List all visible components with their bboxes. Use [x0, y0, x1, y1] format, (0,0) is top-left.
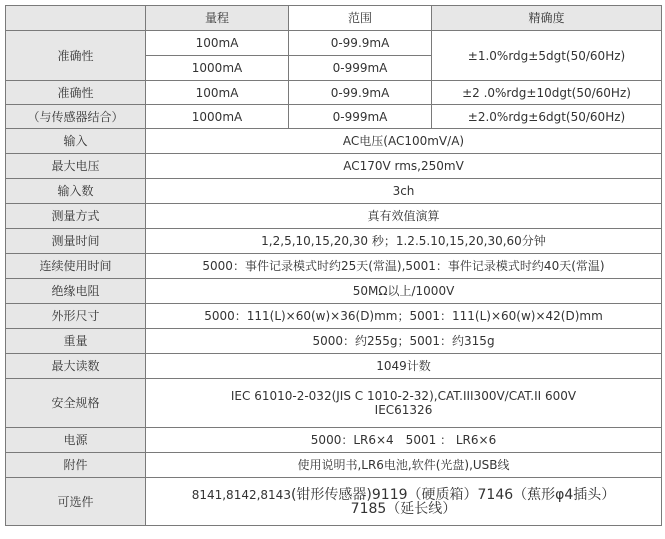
accuracy-row-1 — [6, 31, 662, 56]
accessories-value: 使用说明书,LR6电池,软件(光盘),USB线 — [146, 453, 662, 478]
spec-label-runtime: 连续使用时间 — [6, 254, 146, 279]
accessories-row — [6, 453, 662, 478]
power-label: 电源 — [6, 428, 146, 453]
sensor-row-1 — [6, 81, 662, 105]
sensor-label-line2: （与传感器结合） — [6, 105, 146, 129]
spec-row-insulation — [6, 279, 662, 304]
safety-value — [146, 379, 662, 428]
spec-label-max-voltage: 最大电压 — [6, 154, 146, 179]
spec-table — [5, 5, 662, 526]
safety-line-2: IEC61326 — [374, 403, 433, 417]
sensor-precision-2: ±2.0%rdg±6dgt(50/60Hz) — [432, 105, 662, 129]
spec-row-max-voltage — [6, 154, 662, 179]
spec-value-runtime: 5000：事件记录模式时约25天(常温),5001：事件记录模式时约40天(常温) — [146, 254, 662, 279]
accessories-label: 附件 — [6, 453, 146, 478]
accuracy-precision: ±1.0%rdg±5dgt(50/60Hz) — [432, 31, 662, 81]
options-line-2: 7185（延长线） — [350, 500, 457, 517]
options-label: 可选件 — [6, 478, 146, 526]
spec-label-method: 测量方式 — [6, 204, 146, 229]
safety-line-1: IEC 61010-2-032(JIS C 1010-2-32),CAT.III300V/CAT.II 600V — [230, 389, 577, 403]
spec-value-input-count: 3ch — [146, 179, 662, 204]
options-row — [6, 478, 662, 526]
safety-label: 安全规格 — [6, 379, 146, 428]
sensor-label-line1: 准确性 — [6, 81, 146, 105]
spec-value-max-voltage: AC170V rms,250mV — [146, 154, 662, 179]
spec-value-method: 真有效值演算 — [146, 204, 662, 229]
sensor-range-2: 1000mA — [146, 105, 289, 129]
sensor-row-2 — [6, 105, 662, 129]
spec-label-input: 输入 — [6, 129, 146, 154]
spec-label-weight: 重量 — [6, 329, 146, 354]
spec-row-time — [6, 229, 662, 254]
spec-row-max-reading — [6, 354, 662, 379]
options-line-1: (钳形传感器)9119（硬质箱）7146（蕉形φ4插头） — [290, 486, 616, 503]
spec-value-time: 1,2,5,10,15,20,30 秒；1.2.5.10,15,20,30,60分钟 — [146, 229, 662, 254]
spec-row-dimensions — [6, 304, 662, 329]
spec-label-max-reading: 最大读数 — [6, 354, 146, 379]
accuracy-range-2: 1000mA — [146, 56, 289, 81]
sensor-range-1: 100mA — [146, 81, 289, 105]
spec-label-input-count: 输入数 — [6, 179, 146, 204]
header-precision: 精确度 — [432, 6, 662, 31]
header-range: 量程 — [146, 6, 289, 31]
spec-row-input — [6, 129, 662, 154]
header-row — [6, 6, 662, 31]
spec-row-input-count — [6, 179, 662, 204]
spec-label-time: 测量时间 — [6, 229, 146, 254]
spec-value-max-reading: 1049计数 — [146, 354, 662, 379]
sensor-span-2: 0-999mA — [289, 105, 432, 129]
options-models: 8141,8142,8143 — [191, 487, 291, 502]
options-value — [146, 478, 662, 526]
power-row — [6, 428, 662, 453]
spec-value-dimensions: 5000：111(L)×60(w)×36(D)mm；5001：111(L)×60(w)×42(D)mm — [146, 304, 662, 329]
safety-row — [6, 379, 662, 428]
spec-label-dimensions: 外形尺寸 — [6, 304, 146, 329]
spec-value-input: AC电压(AC100mV/A) — [146, 129, 662, 154]
sensor-span-1: 0-99.9mA — [289, 81, 432, 105]
sensor-precision-1: ±2 .0%rdg±10dgt(50/60Hz) — [432, 81, 662, 105]
accuracy-range-1: 100mA — [146, 31, 289, 56]
accuracy-span-1: 0-99.9mA — [289, 31, 432, 56]
spec-label-insulation: 绝缘电阻 — [6, 279, 146, 304]
accuracy-label: 准确性 — [6, 31, 146, 81]
spec-value-weight: 5000：约255g；5001：约315g — [146, 329, 662, 354]
spec-row-method — [6, 204, 662, 229]
spec-row-runtime — [6, 254, 662, 279]
header-blank — [6, 6, 146, 31]
spec-value-insulation: 50MΩ以上/1000V — [146, 279, 662, 304]
accuracy-span-2: 0-999mA — [289, 56, 432, 81]
header-span: 范围 — [289, 6, 432, 31]
spec-row-weight — [6, 329, 662, 354]
power-value: 5000：LR6×4 5001 ： LR6×6 — [146, 428, 662, 453]
